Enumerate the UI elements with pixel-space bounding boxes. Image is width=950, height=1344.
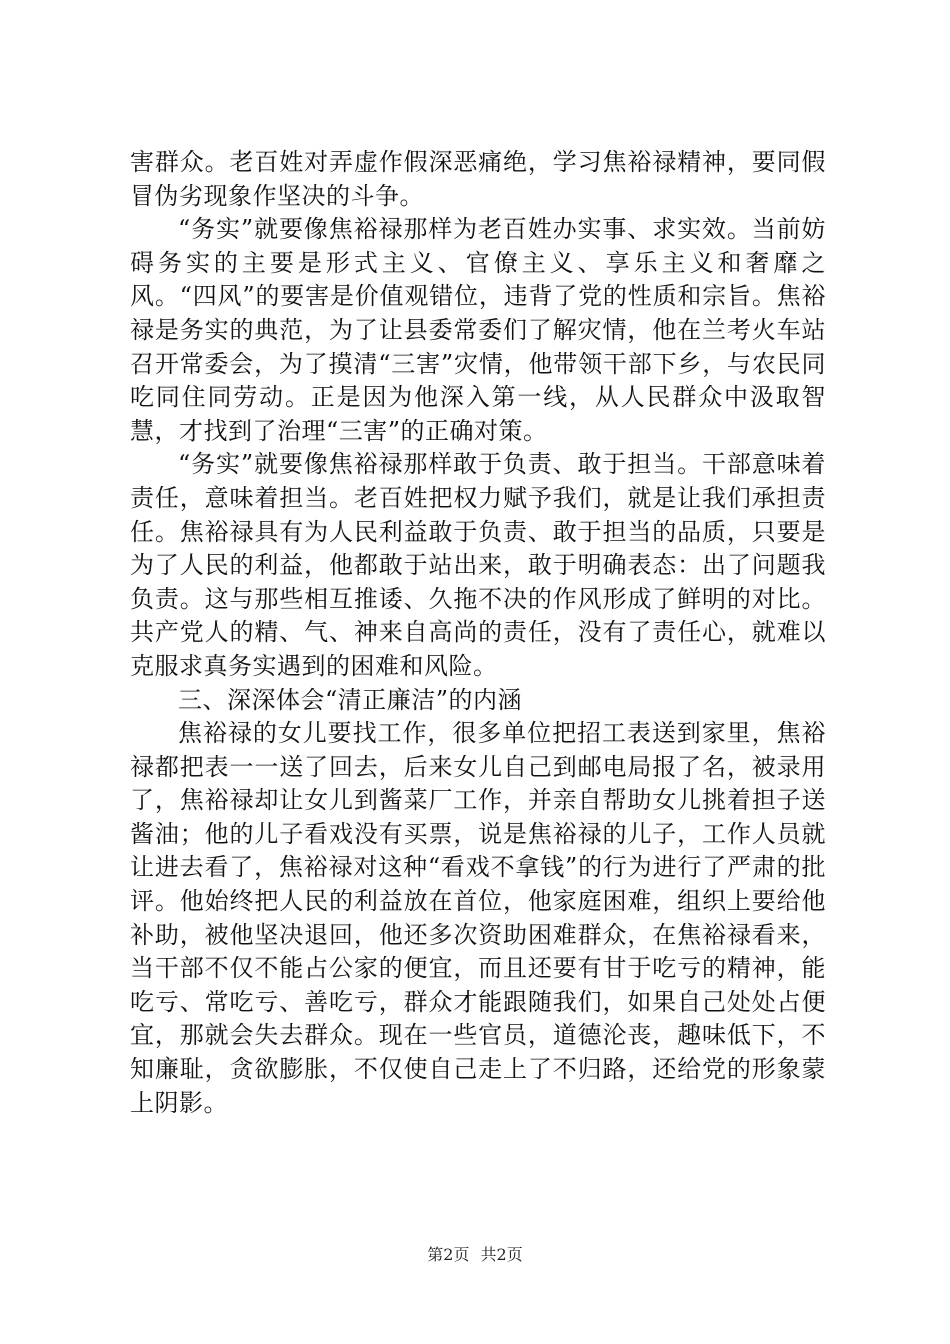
- paragraph-4: 焦裕禄的女儿要找工作，很多单位把招工表送到家里，焦裕禄都把表一一送了回去，后来女儿自己到邮电局报了名，被录用了，焦裕禄却让女儿到酱菜厂工作，并亲自帮助女儿挑着担子送酱油；他的儿子看戏没有买票，说是焦裕禄的儿子，工作人员就让进去看了，焦裕禄对这种“看戏不拿钱”的行为进行了严肃的批评。他始终把人民的利益放在首位，他家庭困难，组织上要给他补助，被他坚决退回，他还多次资助困难群众，在焦裕禄看来，当干部不仅不能占公家的便宜，而且还要有甘于吃亏的精神，能吃亏、常吃亏、善吃亏，群众才能跟随我们，如果自己处处占便宜，那就会失去群众。现在一些官员，道德沦丧，趣味低下，不知廉耻，贪欲膨胀，不仅使自己走上了不归路，还给党的形象蒙上阴影。: [130, 719, 826, 1117]
- section-heading: 三、深深体会“清正廉洁”的内涵: [178, 685, 523, 714]
- page-footer: [0, 1245, 950, 1265]
- page-number: 第2页: [427, 1245, 470, 1264]
- page-total: 共2页: [480, 1245, 523, 1264]
- paragraph-1: 害群众。老百姓对弄虚作假深恶痛绝，学习焦裕禄精神，要同假冒伪劣现象作坚决的斗争。: [130, 148, 826, 210]
- document-body: [130, 146, 826, 1120]
- paragraph-3: “务实”就要像焦裕禄那样敢于负责、敢于担当。干部意味着责任，意味着担当。老百姓把权力赋予我们，就是让我们承担责任。焦裕禄具有为人民利益敢于负责、敢于担当的品质，只要是为了人民的利益，他都敢于站出来，敢于明确表态：出了问题我负责。这与那些相互推诿、久拖不决的作风形成了鲜明的对比。共产党人的精、气、神来自高尚的责任，没有了责任心，就难以克服求真务实遇到的困难和风险。: [130, 450, 826, 680]
- paragraph-2: “务实”就要像焦裕禄那样为老百姓办实事、求实效。当前妨碍务实的主要是形式主义、官僚主义、享乐主义和奢靡之风。“四风”的要害是价值观错位，违背了党的性质和宗旨。焦裕禄是务实的典范，为了让县委常委们了解灾情，他在兰考火车站召开常委会，为了摸清“三害”灾情，他带领干部下乡，与农民同吃同住同劳动。正是因为他深入第一线，从人民群众中汲取智慧，才找到了治理“三害”的正确对策。: [130, 215, 826, 445]
